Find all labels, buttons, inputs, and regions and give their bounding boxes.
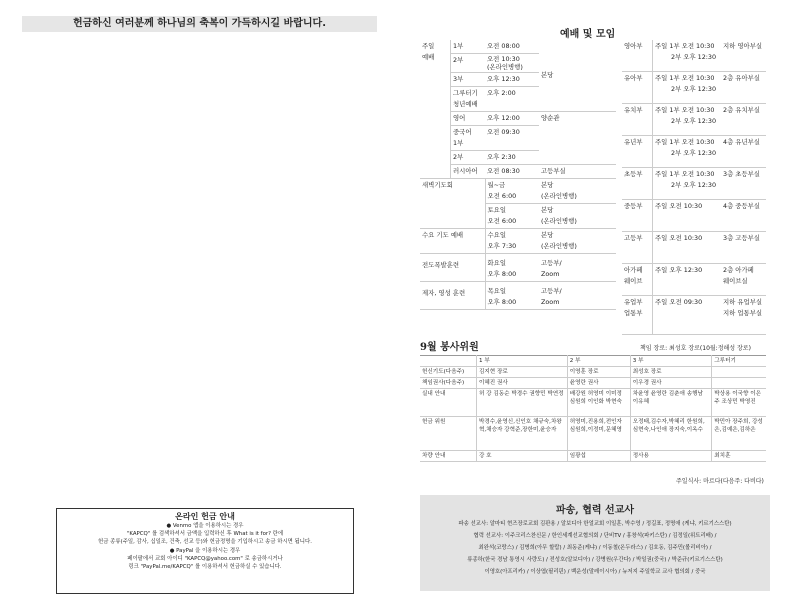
services-table [420,40,616,310]
online-giving-title: 온라인 헌금 안내 [175,512,235,521]
svc-time: 오전 08:30 [485,165,539,179]
paypal-line: 링크 "PayPal.me/KAPCQ" 를 이용하셔서 헌금하실 수 있습니다. [128,564,282,571]
svc-place: 본당 (온라인병행) [539,179,616,204]
svc-name: 2부 [451,54,486,73]
venmo-line: "KAPCQ" 를 검색하셔서 금액을 입력하신 후 What is it for? 란에 [126,531,284,538]
table-row: 차량 안내 강 호 임광섭 정사용 최치훈 [420,451,766,462]
volunteers-footer: 주일식사: 마르다(다음주: 다비다) [676,478,764,485]
dept-schedule: 주일 1부 오전 10:30 2부 오후 12:30 [653,104,722,136]
svc-time: 오후 12:30 [485,73,539,87]
svc-time: 토요일 오전 6:00 [485,204,539,229]
svc-name: 1부 [451,40,486,54]
volunteers-table [420,355,766,462]
dept-place: 지하 유업부실 지하 업통부실 [721,296,766,335]
table-row: 실내 안내 허 강 김동순 박경수 권향민 박연정 배강원 허영미 이미정 심원희 이인화 박현숙 차윤영 윤영란 김춘애 송행남 이유혜 박상용 이국향 이은주 조상민 박영진 [420,389,766,417]
svc-time: 오전 09:30 [485,126,539,151]
dept-place: 2층 유치부실 [721,104,766,136]
dept-place: 2층 아가페 웨이브실 [721,264,766,296]
dept-name: 영아부 [622,40,653,72]
dept-schedule: 주일 오후 12:30 [653,264,722,296]
vol-header: 3 부 [630,356,712,367]
dept-schedule: 주일 1부 오전 10:30 2부 오후 12:30 [653,168,722,200]
svc-place: 본당 (온라인병행) [539,229,616,254]
group-discipleship: 제자, 영성 훈련 [420,282,485,310]
dept-place: 지하 영아부실 [721,40,766,72]
group-wednesday: 수요 기도 예배 [420,229,485,254]
dept-schedule: 주일 오전 09:30 [653,296,722,335]
table-row: 헌신기도(다음주) 김지현 장로 이영훈 장로 최성호 장로 [420,367,766,378]
dept-schedule: 주일 1부 오전 10:30 2부 오후 12:30 [653,72,722,104]
vol-header [420,356,477,367]
svc-time: 오후 12:00 [485,112,539,126]
dept-place: 2층 유아부실 [721,72,766,104]
dept-name: 고등부 [622,232,653,264]
svc-place: 고등부실 [539,165,616,179]
dept-schedule: 주일 오전 10:30 [653,232,722,264]
svc-time: 수요일 오후 7:30 [485,229,539,254]
svc-place: 본당 (온라인병행) [539,204,616,229]
paypal-heading: ● PayPal 을 이용하시는 경우 [169,547,241,554]
svc-name: 러시아어 [451,165,486,179]
venmo-line: 헌금 종류(주일, 감사, 십일조, 건축, 선교 등)와 헌금정명을 기입하시고 송금 하시면 됩니다. [98,539,312,546]
online-giving-box [56,508,354,594]
svc-name: 영어 [451,112,486,126]
svc-time: 오전 08:00 [485,40,539,54]
dept-name: 유업부 업통부 [622,296,653,335]
blessing-banner: 헌금하신 여러분께 하나님의 축복이 가득하시길 바랍니다. [22,16,377,32]
vol-header: 2 부 [567,356,630,367]
departments-table [622,40,766,335]
dept-name: 중등부 [622,200,653,232]
paypal-line: 페이팔에서 교회 아이디 "KAPCQ@yahoo.com" 로 송금하시거나 [127,555,283,562]
volunteers-title: 9월 봉사위원 [420,342,479,353]
svc-name: 2부 [451,151,486,165]
vol-header: 1 부 [477,356,568,367]
svc-place: 고등부/ Zoom [539,254,616,282]
dept-name: 초등부 [622,168,653,200]
missionaries-box [420,495,770,591]
dept-place: 4층 유년부실 [721,136,766,168]
svc-time: 월~금 오전 6:00 [485,179,539,204]
svc-place: 본당 [539,40,616,112]
group-evangelism: 전도폭발훈련 [420,254,485,282]
group-sunday: 주일 예배 [420,40,451,179]
dept-place: 3층 고등부실 [721,232,766,264]
svc-time: 오전 10:30 (온라인병행) [485,54,539,73]
dept-name: 유아부 [622,72,653,104]
volunteers-note: 책임 장로: 최성호 장로(10월:정해성 장로) [640,345,751,352]
venmo-heading: ● Venmo 앱을 이용하시는 경우 [166,523,244,529]
svc-place: 고등부/ Zoom [539,282,616,310]
group-dawn: 새벽기도회 [420,179,485,229]
table-row: 책임권사(다음주) 이혜진 권사 윤영란 권사 이우경 권사 [420,378,766,389]
services-title: 예배 및 모임 [560,29,616,40]
dept-name: 유치부 [622,104,653,136]
dept-schedule: 주일 오전 10:30 [653,200,722,232]
missionaries-list: 파송 선교사: 알마티 현즈장로교회 김판용 / 알보디아 한얼교회 이일훈, 박수영 / 정길표, 정명애 (케냐, 키르기스스탄) 협력 선교사: 이주크리스찬신문 / 한인세계선교협의회 / 단비TV / 홍창석(파키스탄) / 김정일(위트리배) / 최완석(코랑스) / 김병희(아무 할랍) / 최동준(케냐) / 이동철(온두라스) / 김호동, 김주민(볼리비아) / 류종하(한국 경남 통영시 사량도) / 전성호(알보디아) / 강병원(우간다) / 박일권(중국) / 박준규(키르기스스탄) 이영호(아프리카) / 이상엽(필리핀) / 백운성(말레이시아) / 뉴저지 주일학교 교사 협의회 / 중국 [458,521,732,575]
vol-header: 그루터기 [712,356,766,367]
svc-time: 목요일 오후 8:00 [485,282,539,310]
svc-name: 3부 [451,73,486,87]
svc-time: 오후 2:00 [485,87,539,112]
svc-name: 그루터기 청년예배 [451,87,486,112]
dept-name: 아가페 웨이브 [622,264,653,296]
missionaries-title: 파송, 협력 선교사 [555,505,635,516]
svc-place: 양순관 [539,112,616,165]
svc-time: 오후 2:30 [485,151,539,165]
table-row: 헌금 위원 박경수,윤영신,신인호 채규숙,차왕혁,채승자 강혁준,장한미,윤승자 허영미,진용희,전인자 심원희,이정미,문혜영 오정태,김수자,박혜리 한원희,심현숙,나인애 장지숙,이옥수 박민아 장주희, 강성은,김예은,김하은 [420,417,766,451]
svc-time: 화요일 오후 8:00 [485,254,539,282]
dept-schedule: 주일 1부 오전 10:30 2부 오후 12:30 [653,40,722,72]
dept-schedule: 주일 1부 오전 10:30 2부 오후 12:30 [653,136,722,168]
dept-name: 유년부 [622,136,653,168]
svc-name: 중국어 1부 [451,126,486,151]
dept-place: 3층 초등부실 [721,168,766,200]
dept-place: 4층 중등부실 [721,200,766,232]
